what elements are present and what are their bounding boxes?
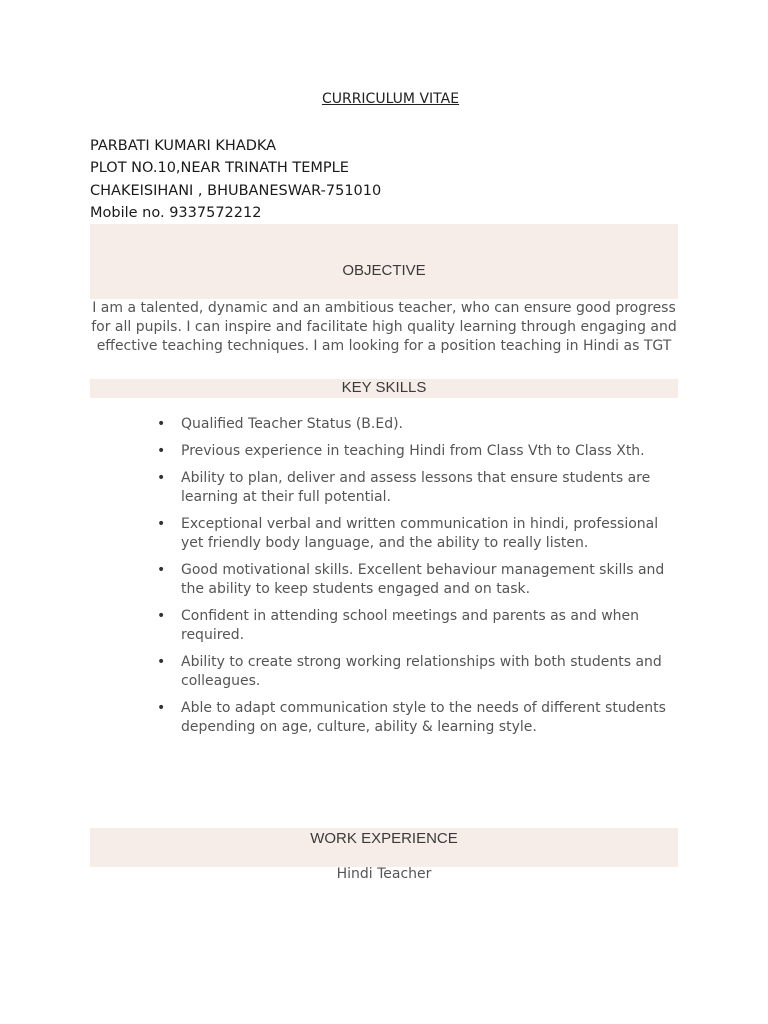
- bullet-icon: •: [157, 416, 166, 432]
- address-line-2: CHAKEISIHANI , BHUBANESWAR-751010: [90, 182, 382, 199]
- contact-block: [90, 135, 381, 224]
- skill-text: Able to adapt communication style to the needs of different students depending on age, culture, ability & learning style.: [181, 700, 666, 735]
- skill-text: Exceptional verbal and written communication in hindi, professional yet friendly body language, and the ability to really listen.: [181, 516, 659, 551]
- list-item: [155, 653, 675, 691]
- bullet-icon: •: [157, 470, 166, 486]
- key-skills-list: [155, 415, 675, 737]
- skill-text: Qualified Teacher Status (B.Ed).: [181, 416, 403, 432]
- bullet-icon: •: [157, 654, 166, 670]
- list-item: [155, 607, 675, 645]
- list-item: [155, 699, 675, 737]
- work-experience-heading: WORK EXPERIENCE: [310, 830, 458, 847]
- bullet-icon: •: [157, 562, 166, 578]
- key-skills-header-band: [90, 379, 678, 398]
- skill-text: Previous experience in teaching Hindi from Class Vth to Class Xth.: [181, 443, 645, 459]
- list-item: [155, 561, 675, 599]
- bullet-icon: •: [157, 516, 166, 532]
- list-item: [155, 515, 675, 553]
- skill-text: Good motivational skills. Excellent behaviour management skills and the ability to keep students engaged and on task.: [181, 562, 665, 597]
- bullet-icon: •: [157, 700, 166, 716]
- skill-text: Ability to plan, deliver and assess lessons that ensure students are learning at their full potential.: [181, 470, 651, 505]
- bullet-icon: •: [157, 443, 166, 459]
- key-skills-heading: KEY SKILLS: [341, 379, 427, 396]
- objective-text: I am a talented, dynamic and an ambitious teacher, who can ensure good progress for all pupils. I can inspire and facilitate high quality learning through engaging and effective teaching techniques. I am looking for a position teaching in Hindi as TGT: [91, 300, 677, 354]
- skill-text: Ability to create strong working relationships with both students and colleagues.: [181, 654, 662, 689]
- document-title: CURRICULUM VITAE: [321, 91, 460, 107]
- objective-header-band: [90, 224, 678, 299]
- objective-heading: OBJECTIVE: [342, 262, 426, 279]
- bullet-icon: •: [157, 608, 166, 624]
- job-title: Hindi Teacher: [336, 866, 432, 882]
- candidate-name: PARBATI KUMARI KHADKA: [90, 138, 277, 154]
- list-item: [155, 442, 675, 461]
- address-line-1: PLOT NO.10,NEAR TRINATH TEMPLE: [90, 160, 349, 177]
- skill-text: Confident in attending school meetings and parents as and when required.: [181, 608, 640, 643]
- mobile-number: Mobile no. 9337572212: [90, 204, 262, 221]
- list-item: [155, 469, 675, 507]
- list-item: [155, 415, 675, 434]
- work-experience-header-band: [90, 828, 678, 867]
